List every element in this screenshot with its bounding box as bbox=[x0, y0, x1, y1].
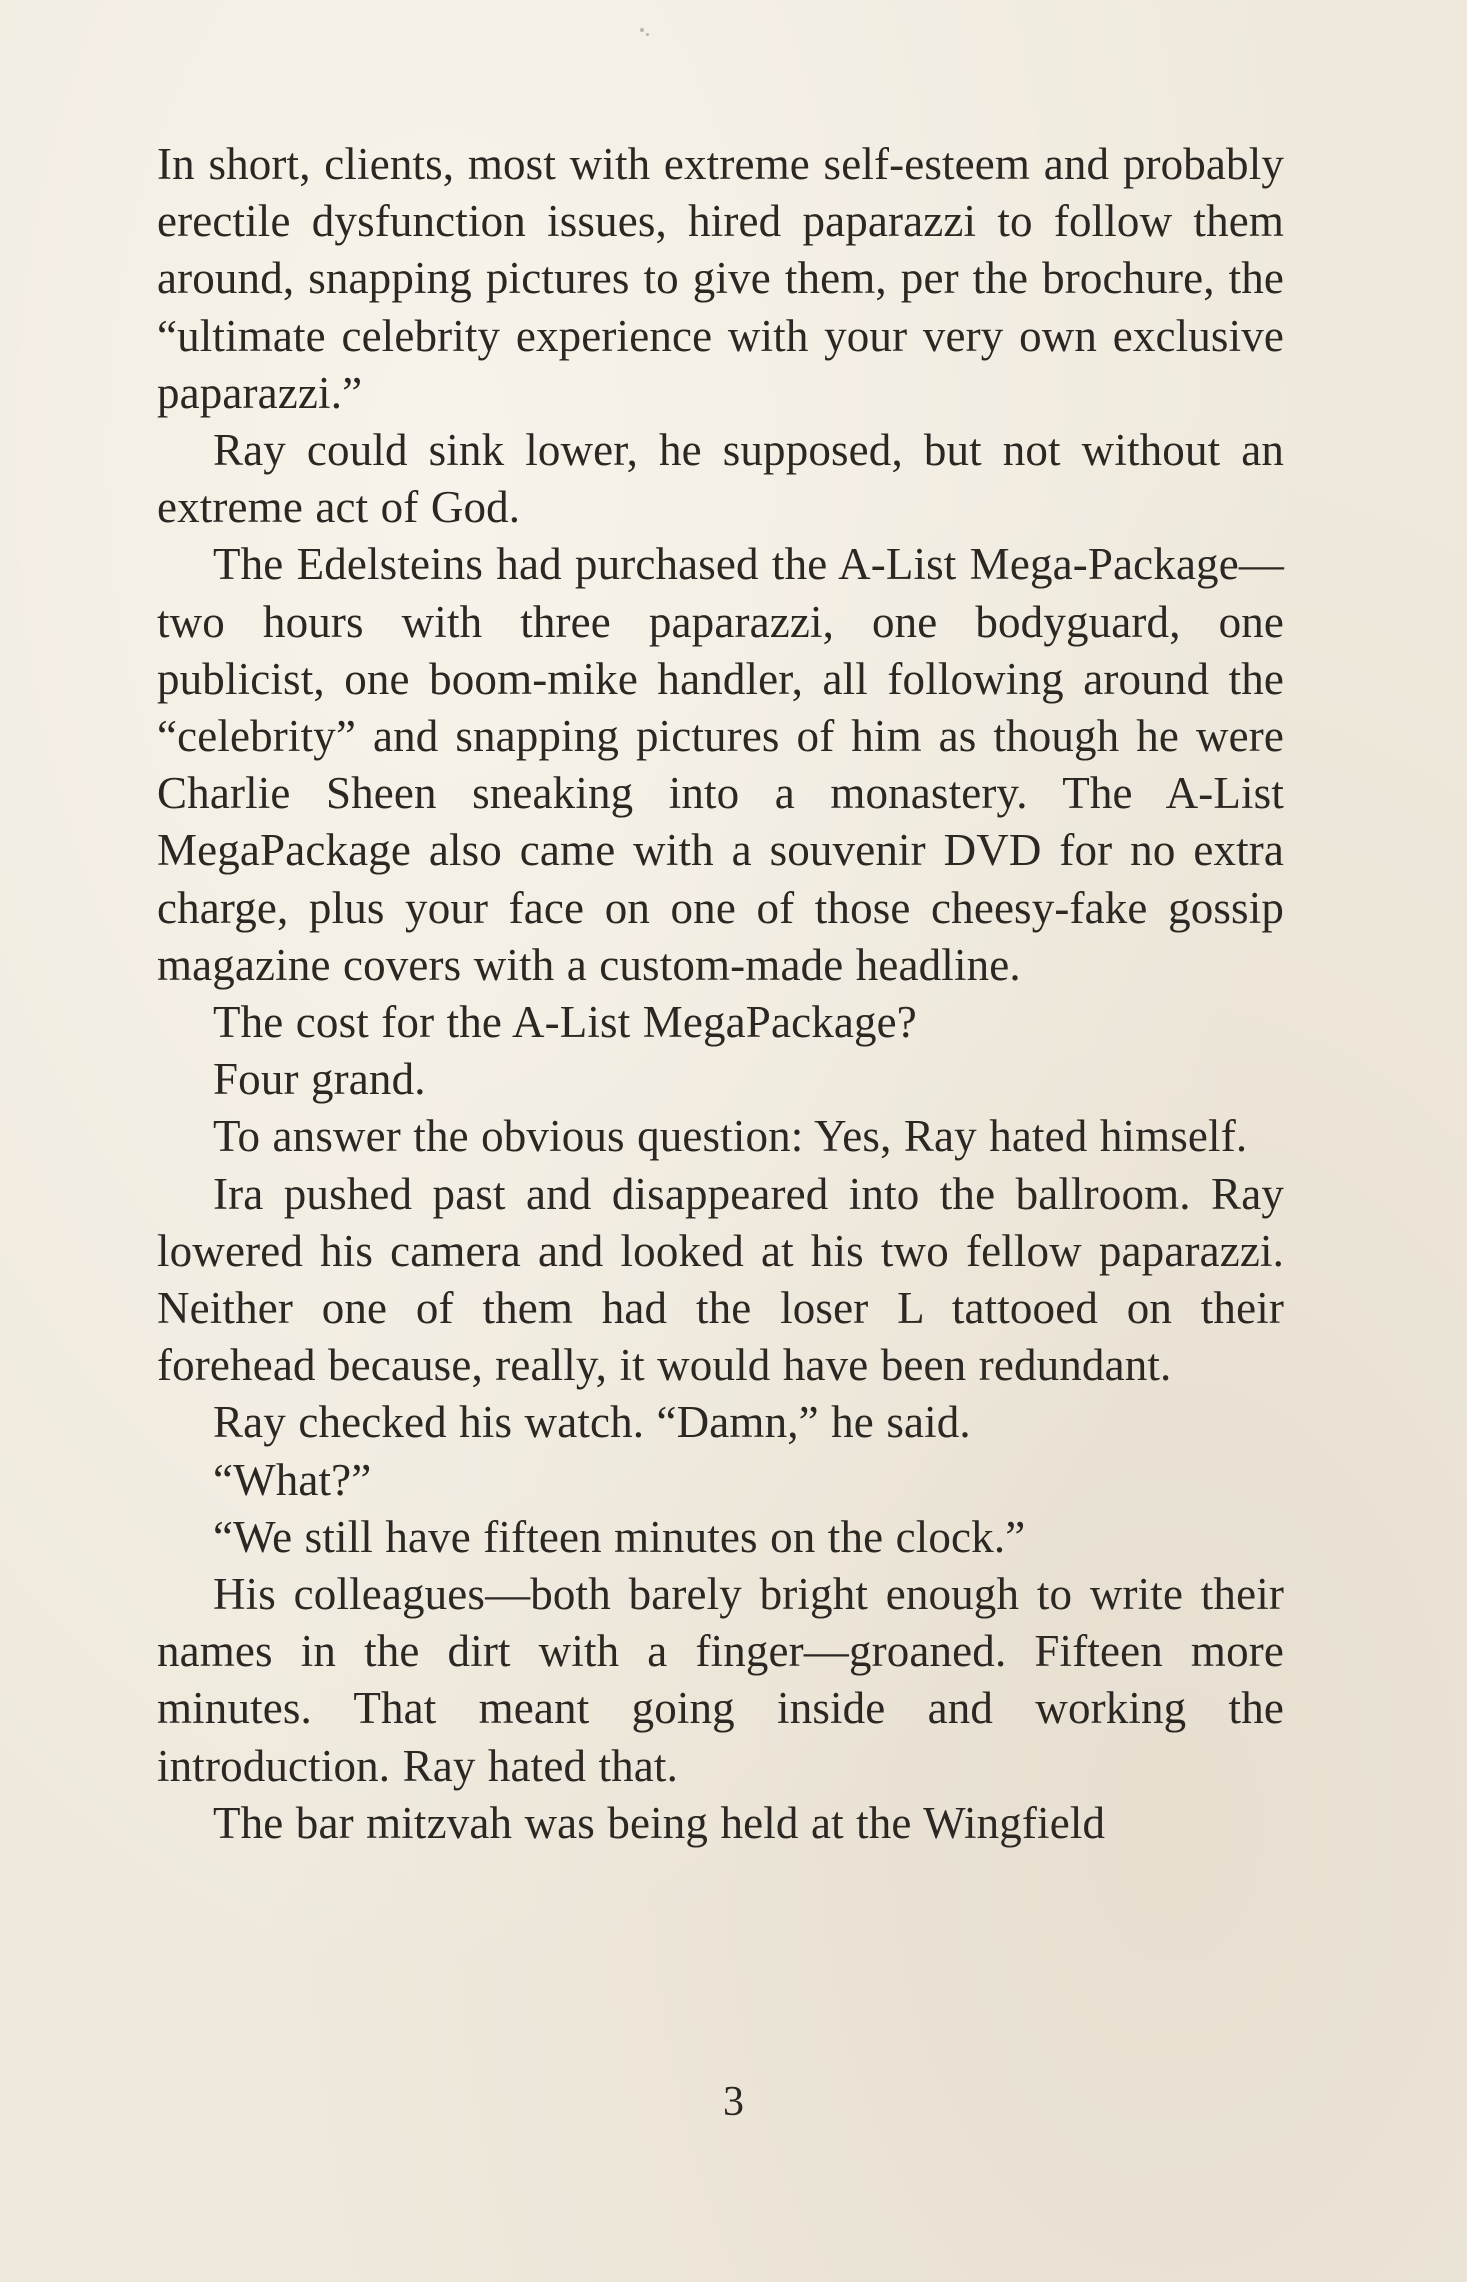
paragraph: To answer the obvious question: Yes, Ray hated himself. bbox=[213, 1111, 1248, 1162]
page-number: 3 bbox=[723, 2079, 744, 2125]
paragraph: The bar mitzvah was being held at the Wingfield bbox=[213, 1797, 1106, 1848]
paragraph: In short, clients, most with extreme self-esteem and probably erectile dysfunction issues, hired paparazzi to follow them around, snapping pictures to give them, per the brochure, the “ultimate celebrity experience with your very own exclusive paparazzi.” bbox=[157, 139, 1284, 418]
paragraph: Ray checked his watch. “Damn,” he said. bbox=[213, 1397, 971, 1448]
paragraph: The Edelsteins had purchased the A-List Mega-Package—two hours with three paparazzi, one bodyguard, one publicist, one boom-mike handler, all following around the “celebrity” and snapping pictures of him as though he were Charlie Sheen sneaking into a monastery. The A-List MegaPackage also came with a souvenir DVD for no extra charge, plus your face on one of those cheesy-fake gossip magazine covers with a custom-made headline. bbox=[157, 539, 1284, 990]
paragraph: Ray could sink lower, he supposed, but not without an extreme act of God. bbox=[157, 425, 1284, 533]
paragraph: Four grand. bbox=[213, 1054, 426, 1105]
paragraph: “What?” bbox=[213, 1454, 372, 1505]
paragraph: His colleagues—both barely bright enough to write their names in the dirt with a finger—groaned. Fifteen more minutes. That meant going inside and working the introduction. Ray hated that. bbox=[157, 1569, 1284, 1791]
body-text bbox=[157, 136, 1284, 1852]
paper-speck bbox=[646, 33, 649, 36]
paragraph: Ira pushed past and disappeared into the ballroom. Ray lowered his camera and looked at his two fellow paparazzi. Neither one of them had the loser L tattooed on their forehead because, really, it would have been redundant. bbox=[157, 1168, 1284, 1391]
paper-speck bbox=[640, 28, 644, 32]
paragraph: “We still have fifteen minutes on the clock.” bbox=[213, 1511, 1026, 1562]
paragraph: The cost for the A-List MegaPackage? bbox=[213, 997, 917, 1048]
